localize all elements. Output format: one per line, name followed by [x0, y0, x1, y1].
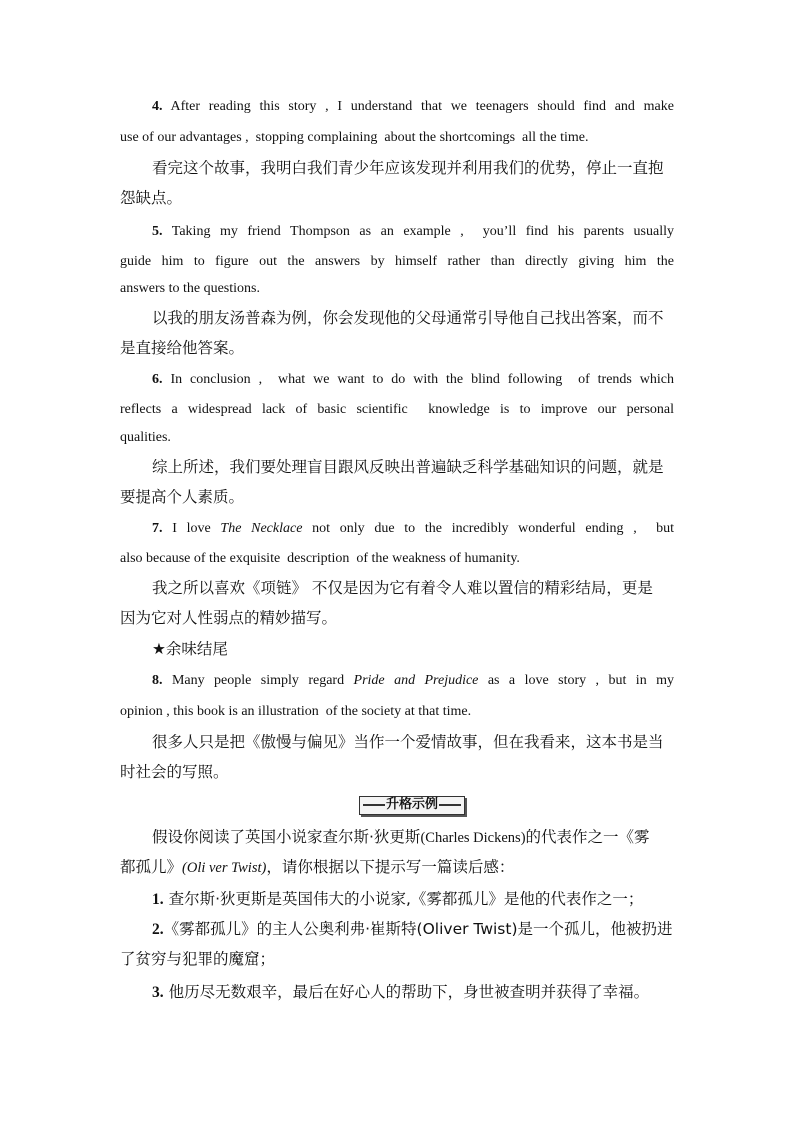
- en-text: not only due to the incredibly wonderful ending , but: [312, 521, 675, 536]
- task-text: 假设你阅读了英国小说家查尔斯·狄更斯: [152, 828, 421, 846]
- item-6-en-line-3: qualities.: [120, 430, 171, 445]
- hint-number: 2.: [152, 921, 164, 938]
- en-text: Taking my friend Thompson as an example , you’ll find his parents usually: [171, 224, 674, 239]
- item-8-zh-line-2: 时社会的写照。: [120, 763, 229, 781]
- work-title: (Oli ver Twist): [182, 860, 267, 876]
- task-text: ，请你根据以下提示写一篇读后感：: [266, 858, 515, 876]
- hint-1: [120, 884, 676, 915]
- item-number: 5.: [152, 224, 163, 239]
- section-heading-ending: ★余味结尾: [152, 640, 228, 658]
- task-line-2: [120, 852, 676, 883]
- hint-number: 1.: [152, 891, 164, 908]
- item-5-zh-line-1: 以我的朋友汤普森为例，你会发现他的父母通常引导他自己找出答案，而不: [152, 309, 664, 327]
- item-7-en-line-1: [120, 514, 674, 544]
- hint-2-line-1: [120, 914, 676, 945]
- item-5-zh-line-2: 是直接给他答案。: [120, 339, 245, 357]
- item-8-zh-line-1: 很多人只是把《傲慢与偏见》当作一个爱情故事，但在我看来，这本书是当: [152, 733, 664, 751]
- item-5-en-line-1: [120, 217, 674, 247]
- item-4-en-line-1: [120, 92, 674, 122]
- item-4-zh-line-2: 怨缺点。: [120, 189, 183, 207]
- banner-label: 升格示例: [385, 797, 438, 812]
- hint-text: 他历尽无数艰辛，最后在好心人的帮助下，身世被查明并获得了幸福。: [168, 983, 650, 1001]
- en-text: In conclusion , what we want to do with the blind following of trends which: [170, 372, 675, 387]
- item-number: 6.: [152, 372, 163, 387]
- item-4-en-line-2: use of our advantages , stopping complaining about the shortcomings all the time.: [120, 130, 589, 145]
- item-5-en-line-3: answers to the questions.: [120, 281, 260, 296]
- item-6-zh-line-1: 综上所述，我们要处理盲目跟风反映出普遍缺乏科学基础知识的问题，就是: [152, 458, 664, 476]
- task-line-1: [120, 822, 676, 853]
- item-number: 7.: [152, 521, 163, 536]
- author-name: (Charles Dickens): [420, 830, 526, 846]
- task-text: 都孤儿》: [120, 858, 183, 876]
- en-text: Many people simply regard: [171, 673, 345, 688]
- work-title: The Necklace: [220, 521, 303, 536]
- item-4-zh-line-1: 看完这个故事，我明白我们青少年应该发现并利用我们的优势，停止一直抱: [152, 159, 664, 177]
- task-text: 的代表作之一《雾: [525, 828, 650, 846]
- hint-text: 查尔斯·狄更斯是英国伟大的小说家,《雾都孤儿》是他的代表作之一；: [168, 890, 644, 908]
- item-8-en-line-1: [120, 666, 674, 696]
- banner-line-left: [363, 804, 385, 806]
- hint-number: 3.: [152, 984, 164, 1001]
- banner-line-right: [439, 804, 461, 806]
- item-5-en-line-2: guide him to figure out the answers by himself rather than directly giving him the: [120, 254, 674, 269]
- hint-2-line-2: 了贫穷与犯罪的魔窟；: [120, 950, 276, 968]
- en-text: I love: [172, 521, 211, 536]
- en-text: After reading this story , I understand that we teenagers should find and make: [170, 99, 674, 114]
- item-7-zh-line-2: 因为它对人性弱点的精妙描写。: [120, 609, 338, 627]
- hint-3: [120, 977, 676, 1008]
- item-number: 4.: [152, 99, 163, 114]
- item-6-en-line-1: [120, 365, 674, 395]
- item-6-en-line-2: reflects a widespread lack of basic scientific knowledge is to improve our personal: [120, 402, 674, 417]
- item-8-en-line-2: opinion , this book is an illustration of the society at that time.: [120, 704, 472, 719]
- item-7-en-line-2: also because of the exquisite description of the weakness of humanity.: [120, 551, 520, 566]
- item-number: 8.: [152, 673, 163, 688]
- upgrade-example-banner: [359, 796, 465, 816]
- item-7-zh-line-1: 我之所以喜欢《项链》 不仅是因为它有着令人难以置信的精彩结局，更是: [152, 579, 653, 597]
- en-text: as a love story , but in my: [487, 673, 675, 688]
- work-title: Pride and Prejudice: [353, 673, 479, 688]
- item-6-zh-line-2: 要提高个人素质。: [120, 488, 245, 506]
- hint-text: 《雾都孤儿》的主人公奥利弗·崔斯特(Oliver Twist)是一个孤儿，他被扔进: [163, 920, 673, 938]
